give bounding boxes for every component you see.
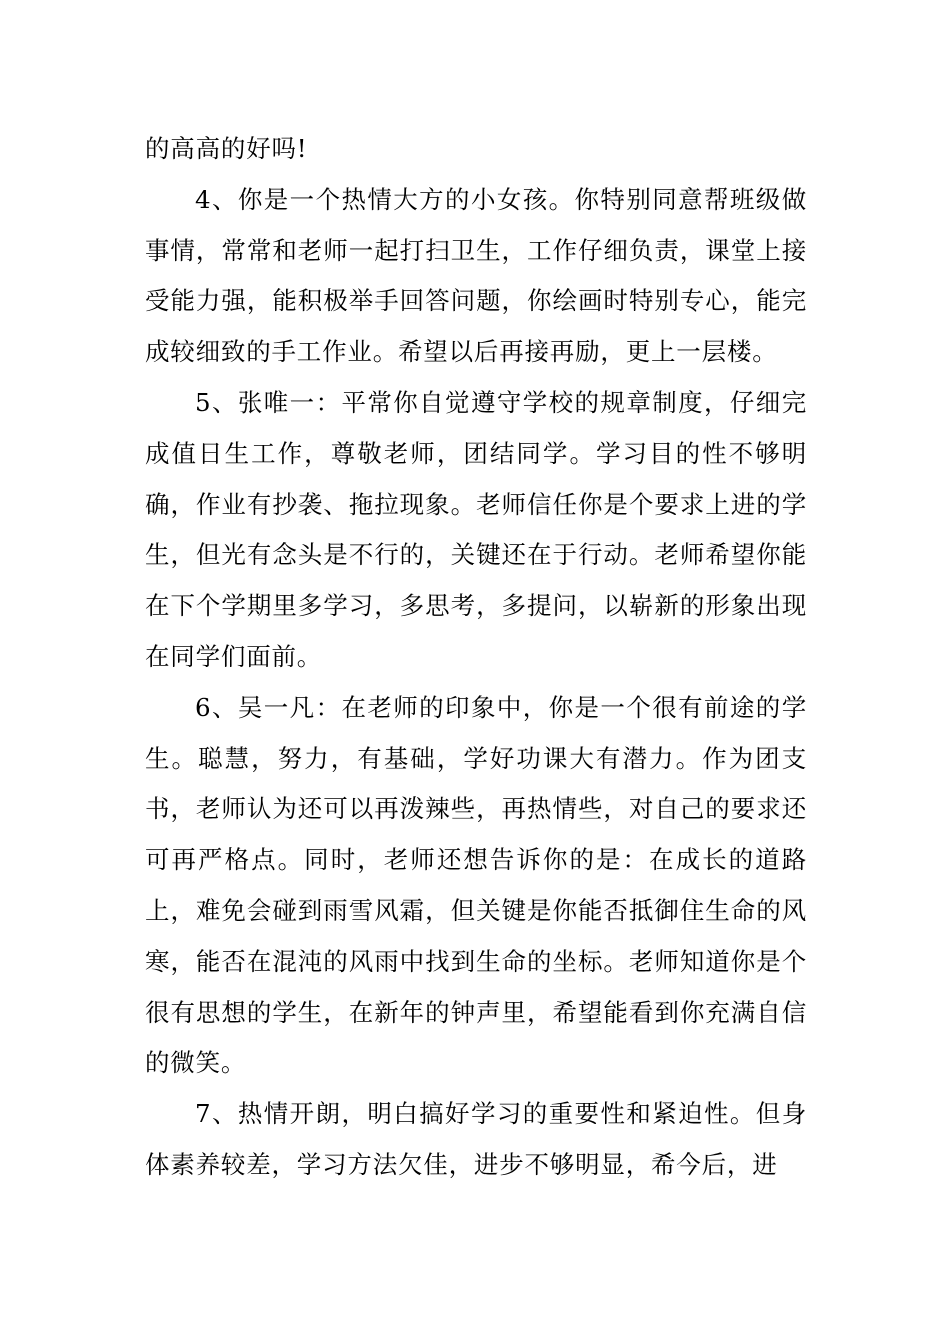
paragraph-comment-5: 5、张唯一：平常你自觉遵守学校的规章制度，仔细完成值日生工作，尊敬老师，团结同学。学习目的性不够明确，作业有抄袭、拖拉现象。老师信任你是个要求上进的学生，但光有念头是不行的，关键还在于行动。老师希望你能在下个学期里多学习，多思考，多提问，以崭新的形象出现在同学们面前。 xyxy=(145,387,807,671)
paragraph-continuation: 的高高的好吗! xyxy=(145,134,308,163)
paragraph-comment-7: 7、热情开朗，明白搞好学习的重要性和紧迫性。但身体素养较差，学习方法欠佳，进步不够明显，希今后，进 xyxy=(145,1099,807,1179)
paragraph-comment-4: 4、你是一个热情大方的小女孩。你特别同意帮班级做事情，常常和老师一起打扫卫生，工作仔细负责，课堂上接受能力强，能积极举手回答问题，你绘画时特别专心，能完成较细致的手工作业。希望以后再接再励，更上一层楼。 xyxy=(145,184,807,367)
document-page xyxy=(145,124,807,1191)
paragraph-comment-6: 6、吴一凡：在老师的印象中，你是一个很有前途的学生。聪慧，努力，有基础，学好功课大有潜力。作为团支书，老师认为还可以再泼辣些，再热情些，对自己的要求还可再严格点。同时，老师还想告诉你的是：在成长的道路上，难免会碰到雨雪风霜，但关键是你能否抵御住生命的风寒，能否在混沌的风雨中找到生命的坐标。老师知道你是个很有思想的学生，在新年的钟声里，希望能看到你充满自信的微笑。 xyxy=(145,692,807,1078)
